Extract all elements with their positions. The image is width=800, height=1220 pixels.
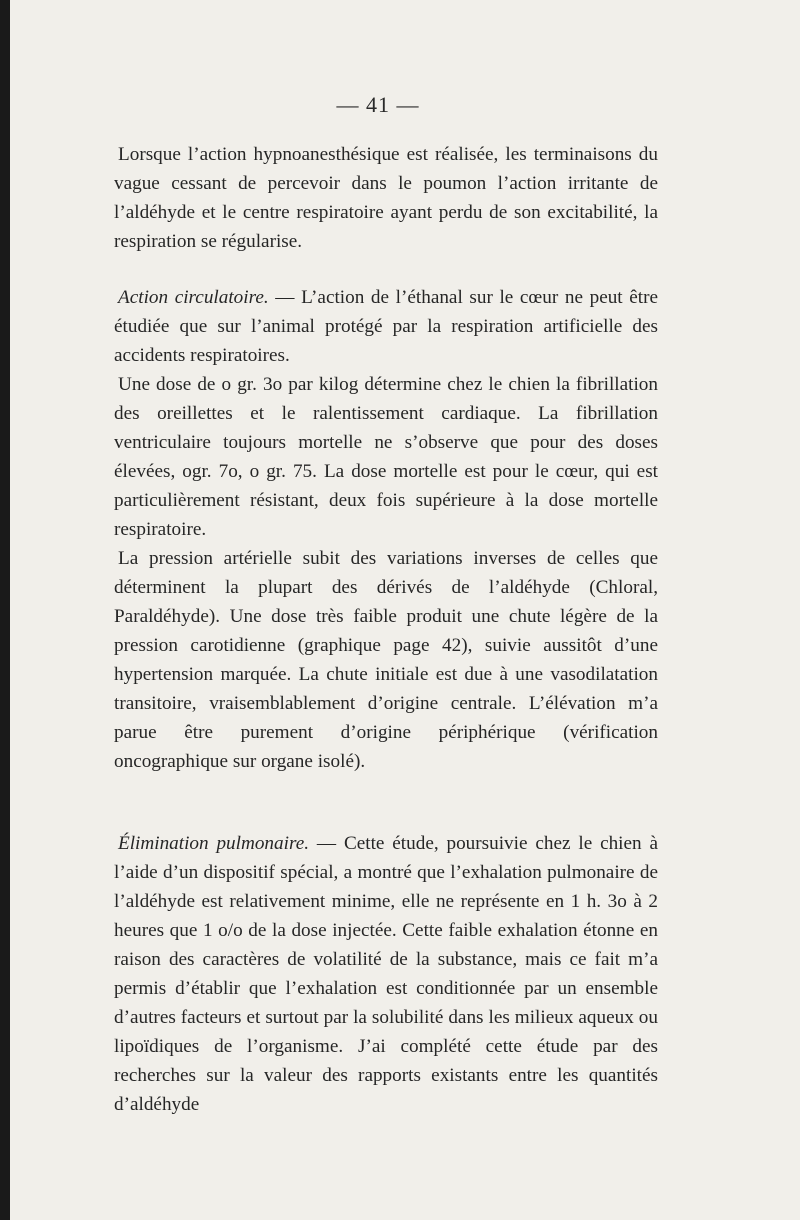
section-body: — Cette étude, poursuivie chez le chien à l’aide d’un dispositif spécial, a montré que l’exhalation pulmonaire de l’aldéhyde est relativement minime, elle ne représente en 1 h. 3o à 2 heures que 1 o/o de la dose injectée. Cette faible exhalation étonne en raison des caractères de volatilité de la substance, mais ce fait m’a permis d’établir que l’exhalation est conditionnée par un ensemble d’autres facteurs et surtout par la solubilité dans les milieux aqueux ou lipoïdiques de l’organisme. J’ai complété cette étude par des recherches sur la valeur des rapports existants entre les quantités d’aldéhyde [114, 833, 658, 1115]
pulmonary-section [114, 829, 658, 1119]
respiration-paragraph [114, 140, 658, 256]
paragraph: La pression artérielle subit des variations inverses de celles que déterminent la plupart des dérivés de l’aldéhyde (Chloral, Paraldéhyde). Une dose très faible produit une chute légère de la pression carotidienne (graphique page 42), suivie aussitôt d’une hypertension marquée. La chute initiale est due à une vasodilatation transitoire, vraisemblablement d’origine centrale. L’élévation m’a parue être purement d’origine périphérique (vérification oncographique sur organe isolé). [114, 548, 658, 772]
scan-edge [0, 0, 10, 1220]
page-number: — 41 — [336, 92, 420, 117]
paragraph [114, 829, 658, 1119]
paragraph: Une dose de o gr. 3o par kilog détermine chez le chien la fibrillation des oreillettes et le ralentissement cardiaque. La fibrillation ventriculaire toujours mortelle ne s’observe que pour des doses élevées, ogr. 7o, o gr. 75. La dose mortelle est pour le cœur, qui est particulièrement résistant, deux fois supérieure à la dose mortelle respiratoire. [114, 374, 658, 540]
section-title-circulatory: Action circulatoire. [118, 287, 269, 308]
circulatory-section [114, 283, 658, 776]
section-title-pulmonary: Élimination pulmonaire. [118, 833, 310, 854]
paragraph: Lorsque l’action hypnoanesthésique est réalisée, les terminaisons du vague cessant de percevoir dans le poumon l’action irritante de l’aldéhyde et le centre respiratoire ayant perdu de son excitabilité, la respiration se régularise. [114, 144, 658, 252]
section-intro: — L’action de l’éthanal sur le cœur ne peut être étudiée que sur l’animal protégé par la respiration artificielle des accidents respiratoires. [114, 287, 659, 366]
paragraph [114, 283, 658, 370]
